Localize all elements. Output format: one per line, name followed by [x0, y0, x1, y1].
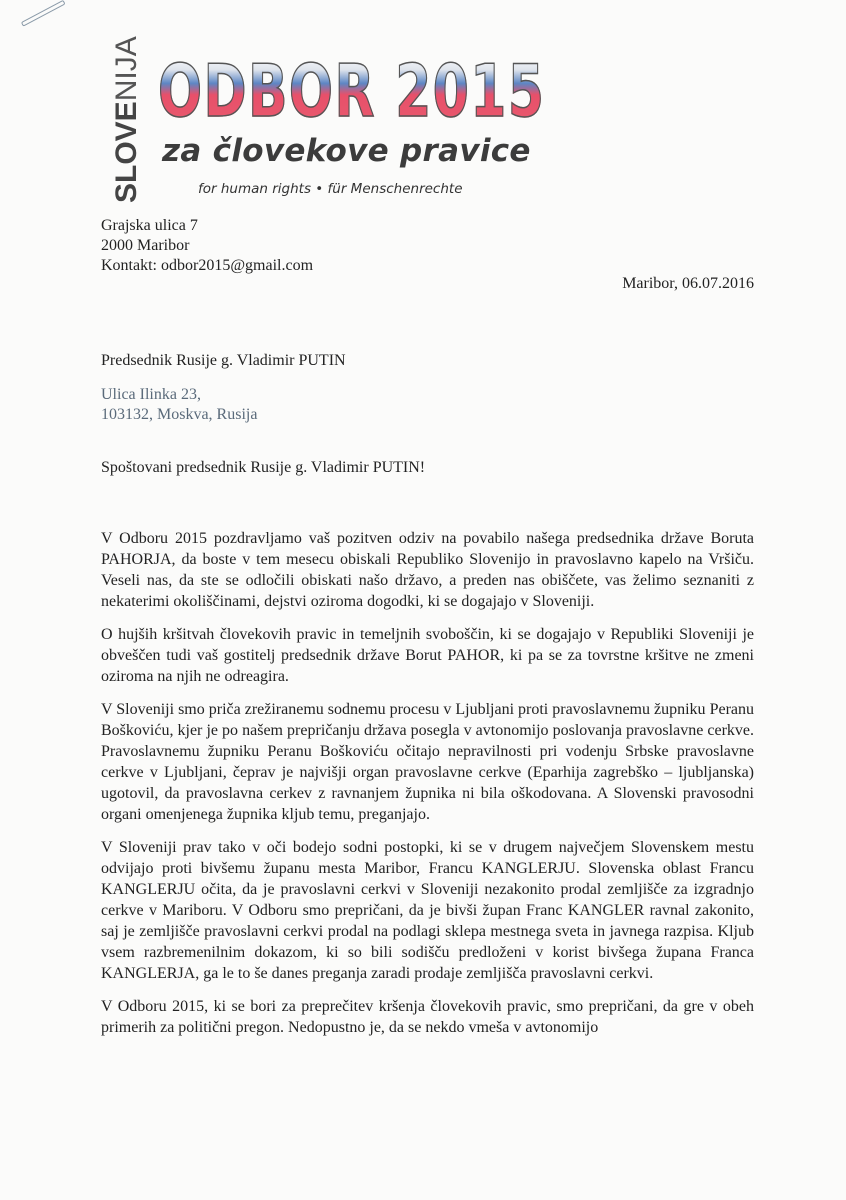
salutation: Spoštovani predsednik Rusije g. Vladimir PUTIN!: [101, 459, 426, 476]
recipient-address-line1: Ulica Ilinka 23,: [101, 386, 201, 403]
logo-country-bold: SLOVE: [110, 101, 143, 203]
logo-title: ODBOR 2015: [158, 49, 546, 133]
logo-country-light: NIJA: [110, 36, 143, 102]
paragraph: V Sloveniji prav tako v oči bodejo sodni postopki, ki se v drugem največjem Slovenskem mestu odvijajo proti bivšemu županu mesta Maribor, Francu KANGLERJU. Slovenska oblast Francu KANGLERJU očita, da je pravoslavni cerkvi v Sloveniji nezakonito prodal zemljišče za izgradnjo cerkve v Mariboru. V Odboru smo prepričani, da je bivši župan Franc KANGLER ravnal zakonito, saj je zemljišče pravoslavni cerkvi prodal na podlagi sklepa mestnega sveta in javnega razpisa. Kljub vsem razbremenilnim dokazom, ki so bili sodišču predloženi v korist bivšega župana Franca KANGLERJA, ga le to še danes preganja zaradi prodaje zemljišča pravoslavni cerkvi.: [101, 839, 754, 982]
paragraph: V Odboru 2015, ki se bori za preprečitev kršenja človekovih pravic, smo prepričani, da gre v obeh primerih za politični pregon. Nedopustno je, da se nekdo vmeša v avtonomijo: [101, 998, 754, 1036]
letterhead-logo: [110, 36, 546, 205]
letter-body: [101, 528, 754, 1050]
recipient-address: [101, 385, 346, 425]
recipient-name: Predsednik Rusije g. Vladimir PUTIN: [101, 352, 346, 369]
recipient-block: [101, 351, 346, 425]
paragraph: O hujših kršitvah človekovih pravic in temeljnih svoboščin, ki se dogajajo v Republiki Sloveniji je obveščen tudi vaš gostitelj predsednik države Borut PAHOR, ki pa se za tovrstne kršitve ne zmeni oziroma na njih ne odreagira.: [101, 626, 754, 685]
sender-street: Grajska ulica 7: [101, 217, 198, 234]
paragraph: V Odboru 2015 pozdravljamo vaš pozitven odziv na povabilo našega predsednika države Boruta PAHORJA, da boste v tem mesecu obiskali Republiko Slovenijo in pravoslavno kapelo na Vršiču. Veseli nas, da ste se odločili obiskati našo državo, a preden nas obiščete, vas želimo seznaniti z nekaterimi okoliščinami, dejstvi oziroma dogodki, ki se dogajajo v Sloveniji.: [101, 530, 754, 610]
sender-city: 2000 Maribor: [101, 237, 190, 254]
recipient-address-line2: 103132, Moskva, Rusija: [101, 406, 258, 423]
paragraph: V Sloveniji smo priča zrežiranemu sodnemu procesu v Ljubljani proti pravoslavnemu župniku Peranu Boškoviću, kjer je po našem prepričanju država posegla v avtonomijo poslovanja pravoslavne cerkve. Pravoslavnemu župniku Peranu Boškoviću očitajo nepravilnosti pri vodenju Srbske pravoslavne cerkve v Ljubljani, čeprav je najvišji organ pravoslavne cerkve (Eparhija zagrebško – ljubljanska) ugotovil, da pravoslavna cerkev z ravnanjem župnika ni bila oškodovana. A Slovenski pravosodni organi omenjenega župnika kljub temu, preganjajo.: [101, 701, 754, 823]
letter-date: Maribor, 06.07.2016: [622, 275, 754, 292]
sender-contact: Kontakt: odbor2015@gmail.com: [101, 257, 314, 274]
sender-address: [101, 216, 313, 276]
logo-subtitle: za človekove pravice: [162, 133, 531, 169]
logo-country-text: [112, 36, 142, 203]
logo-tagline: for human rights • für Menschenrechte: [198, 181, 463, 197]
staple-mark: [21, 0, 66, 27]
